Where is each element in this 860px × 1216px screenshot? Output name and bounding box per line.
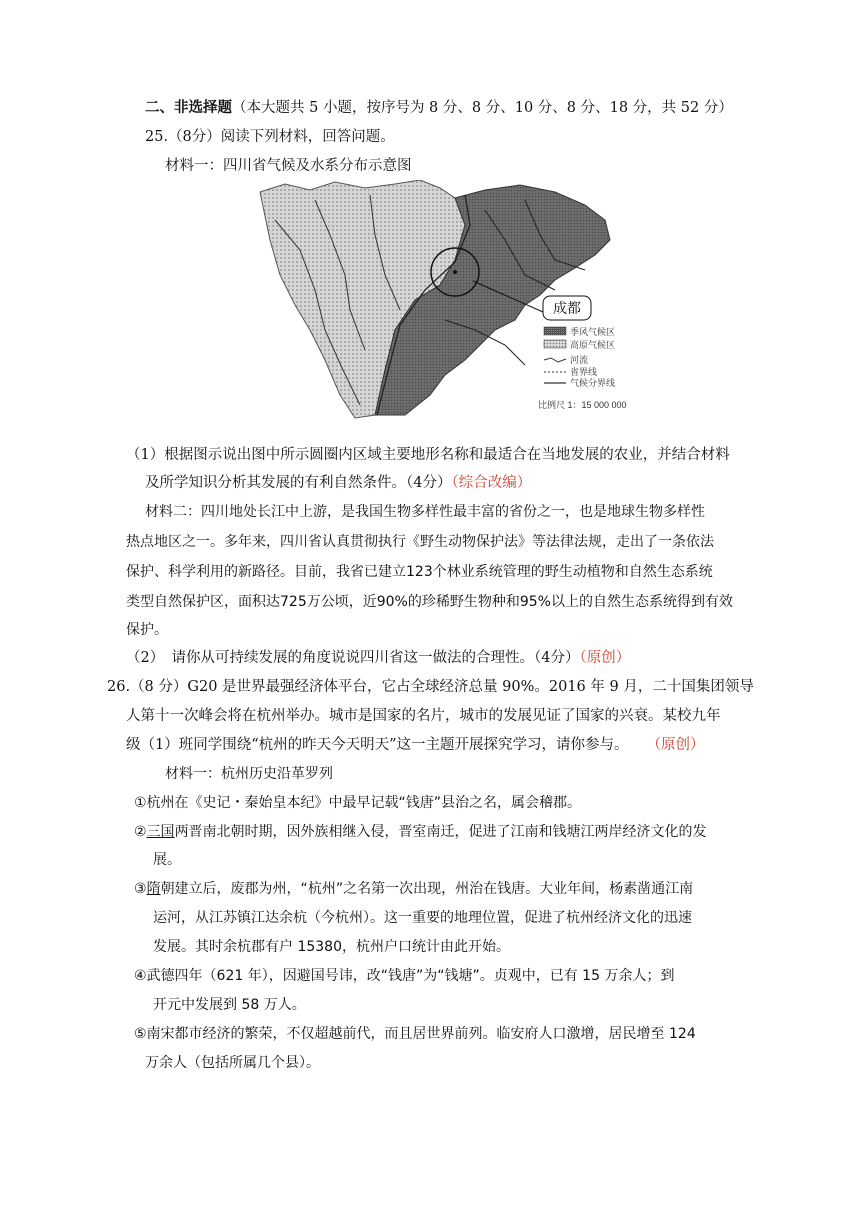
q25-material1-title: 材料一：四川省气候及水系分布示意图	[165, 158, 412, 174]
legend-monsoon: 季风气候区	[570, 327, 616, 337]
q26-item: ⑤南宋都市经济的繁荣，不仅超越前代，而且居世界前列。临安府人口激增，居民增至 124	[134, 1026, 696, 1042]
legend-climate-line: 气候分界线	[570, 378, 616, 388]
q25-material2-line: 保护、科学利用的新路径。目前，我省已建立123个林业系统管理的野生动植物和自然生态系统	[126, 564, 713, 580]
section-heading-note: （本大题共 5 小题，按序号为 8 分、8 分、10 分、8 分、18 分，共 52 分）	[232, 100, 733, 116]
q25-material2-line: 类型自然保护区，面积达725万公顷，近90%的珍稀野生物种和95%以上的自然生态系统得到有效	[126, 594, 733, 610]
q25-sub1-tag: （综合改编）	[451, 475, 532, 491]
q26-intro-line: 26.（8 分）G20 是世界最强经济体平台，它占全球经济总量 90%。2016 年 9 月，二十国集团领导	[107, 679, 754, 695]
q25-title: 25.（8分）阅读下列材料，回答问题。	[145, 129, 395, 145]
q26-item: 万余人（包括所属几个县）。	[145, 1055, 320, 1071]
q26-material1-title: 材料一：杭州历史沿革罗列	[165, 766, 333, 782]
chengdu-callout-label: 成都	[553, 300, 581, 316]
q26-item3-underline: 隋	[146, 881, 161, 897]
q26-item: 展。	[153, 852, 181, 868]
q25-material2-line: 材料二：四川地处长江中上游，是我国生物多样性最丰富的省份之一，也是地球生物多样性	[145, 504, 705, 520]
q26-intro-line3-wrap	[126, 735, 705, 755]
sichuan-climate-map	[255, 180, 650, 422]
q25-material2-line: 热点地区之一。多年来，四川省认真贯彻执行《野生动物保护法》等法律法规，走出了一条依法	[126, 534, 714, 550]
q26-item-3: ③隋朝建立后，废郡为州，“杭州”之名第一次出现，州治在钱唐。大业年间，杨素凿通江南	[134, 881, 694, 897]
q25-sub2-tag: （原创）	[579, 650, 631, 666]
q26-intro-line: 级（1）班同学围绕“杭州的昨天今天明天”这一主题开展探究学习，请你参与。	[126, 737, 629, 753]
q26-item: ④武德四年（621 年），因避国号讳，改“钱唐”为“钱塘”。贞观中，已有 15 万余人；到	[134, 968, 675, 984]
q25-sub1-line2: 及所学知识分析其发展的有利自然条件。（4分）	[145, 475, 452, 491]
q26-item: 发展。其时余杭郡有户 15380，杭州户口统计由此开始。	[153, 939, 510, 955]
q25-sub1-line1: （1）根据图示说出图中所示圆圈内区域主要地形名称和最适合在当地发展的农业，并结合材料	[126, 447, 730, 463]
q25-material2-line: 保护。	[126, 622, 168, 638]
q25-sub2-wrap	[126, 648, 630, 668]
q26-item: 运河，从江苏镇江达余杭（今杭州）。这一重要的地理位置，促进了杭州经济文化的迅速	[153, 910, 692, 926]
q26-item2-underline: 三国	[146, 824, 175, 840]
q26-intro-line: 人第十一次峰会将在杭州举办。城市是国家的名片，城市的发展见证了国家的兴衰。某校九年	[126, 708, 721, 724]
legend-plateau: 高原气候区	[570, 340, 616, 350]
q26-item: ①杭州在《史记・秦始皇本纪》中最早记载“钱唐”县治之名，属会稽郡。	[134, 795, 582, 811]
section-heading-line	[145, 98, 733, 118]
map-scale: 比例尺 1：15 000 000	[538, 400, 627, 410]
q25-sub1-line2-wrap	[145, 473, 531, 493]
legend-province-line: 省界线	[570, 367, 598, 377]
section-heading: 二、非选择题	[145, 99, 232, 116]
legend-river: 河流	[570, 355, 589, 365]
q26-item-2: ②三国两晋南北朝时期，因外族相继入侵，晋室南迁，促进了江南和钱塘江两岸经济文化的发	[134, 824, 707, 840]
q26-intro-tag: （原创）	[646, 737, 705, 753]
q26-item: 开元中发展到 58 万人。	[153, 997, 306, 1013]
q25-sub2: （2） 请你从可持续发展的角度说说四川省这一做法的合理性。（4分）	[126, 650, 580, 666]
